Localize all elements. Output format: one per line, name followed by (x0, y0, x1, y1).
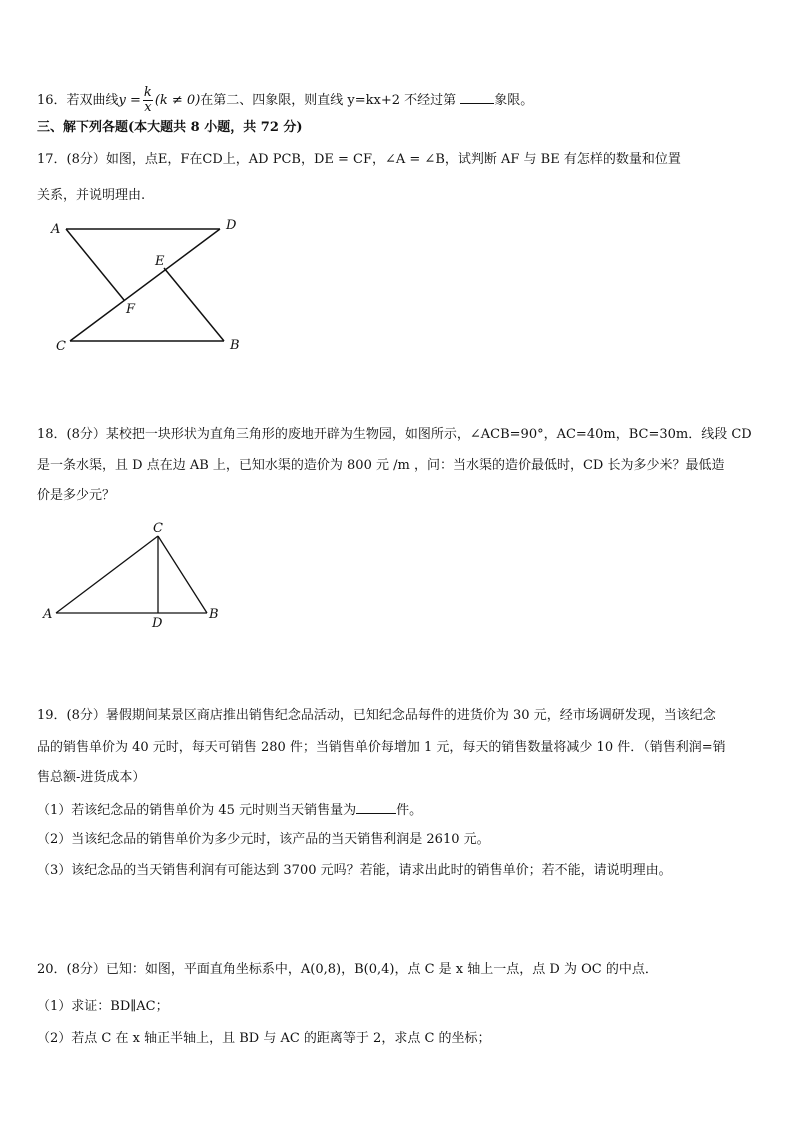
q17-segment-eb (164, 268, 224, 341)
q18-label-a: A (43, 607, 53, 622)
q16-y-eq: y = (118, 93, 141, 108)
q19-sub-1 (37, 799, 422, 821)
q17-label-c: C (56, 339, 66, 354)
q19-sub1-text: （1）若该纪念品的销售单价为 45 元时则当天销售量为 (37, 803, 357, 818)
q16-frac-den: x (144, 100, 152, 115)
q20-sub-1: （1）求证：BD∥AC； (37, 999, 169, 1014)
q17-figure-lines (66, 229, 224, 341)
q17-label-e: E (155, 254, 165, 269)
q16-frac-num: k (143, 85, 152, 100)
q19-sub-2: （2）当该纪念品的销售单价为多少元时，该产品的当天销售利润是 2610 元。 (37, 832, 490, 847)
q17-label-a: A (51, 222, 61, 237)
q19-sub1-suffix: 件。 (396, 803, 423, 818)
q20-line-1: 20．(8分）已知：如图，平面直角坐标系中，A(0,8)，B(0,4)，点 C 是 x 轴上一点，点 D 为 OC 的中点． (37, 962, 658, 977)
q18-label-b: B (209, 607, 219, 622)
q19-line-1: 19．(8分）暑假期间某景区商店推出销售纪念品活动，已知纪念品每件的进货价为 30 元，经市场调研发现，当该纪念 (37, 708, 716, 723)
q19-line-3: 售总额-进货成本） (37, 770, 146, 785)
q18-label-d: D (152, 616, 163, 631)
section-3-heading: 三、解下列各题(本大题共 8 小题，共 72 分) (37, 120, 303, 135)
q17-segment-af (66, 229, 124, 300)
q18-line-3: 价是多少元？ (37, 488, 116, 503)
q17-line-1: 17．(8分）如图，点E，F在CD上，AD PCB，DE = CF，∠A = ∠B，试判断 AF 与 BE 有怎样的数量和位置 (37, 152, 681, 167)
q20-sub-2: （2）若点 C 在 x 轴正半轴上，且 BD 与 AC 的距离等于 2，求点 C 的坐标； (37, 1031, 491, 1046)
q18-label-c: C (153, 521, 163, 536)
q17-label-f: F (126, 302, 136, 317)
q17-line-2: 关系，并说明理由. (37, 188, 146, 203)
q17-segment-cd (70, 229, 220, 341)
q17-label-d: D (226, 218, 237, 233)
q18-line-2: 是一条水渠，且 D 点在边 AB 上，已知水渠的造价为 800 元 /m ，问：当水渠的造价最低时，CD 长为多少米？最低造 (37, 458, 725, 473)
q16-middle: 在第二、四象限，则直线 y=kx+2 不经过第 (200, 93, 457, 108)
q19-sub-3: （3）该纪念品的当天销售利润有可能达到 3700 元吗？若能，请求出此时的销售单价；若不能，请说明理由。 (37, 863, 672, 878)
q16-prefix: 16．若双曲线 (37, 93, 119, 108)
q17-label-b: B (230, 338, 240, 353)
q19-line-2: 品的销售单价为 40 元时，每天可销售 280 件；当销售单价每增加 1 元，每天的销售数量将减少 10 件．（销售利润=销 (37, 740, 726, 755)
q18-line-1: 18．(8分）某校把一块形状为直角三角形的废地开辟为生物园，如图所示，∠ACB=90°，AC=40m，BC=30m．线段 CD (37, 427, 752, 442)
q16-condition: (k ≠ 0) (154, 93, 201, 108)
q16-suffix: 象限。 (494, 93, 534, 108)
q19-sub1-blank (356, 799, 396, 814)
